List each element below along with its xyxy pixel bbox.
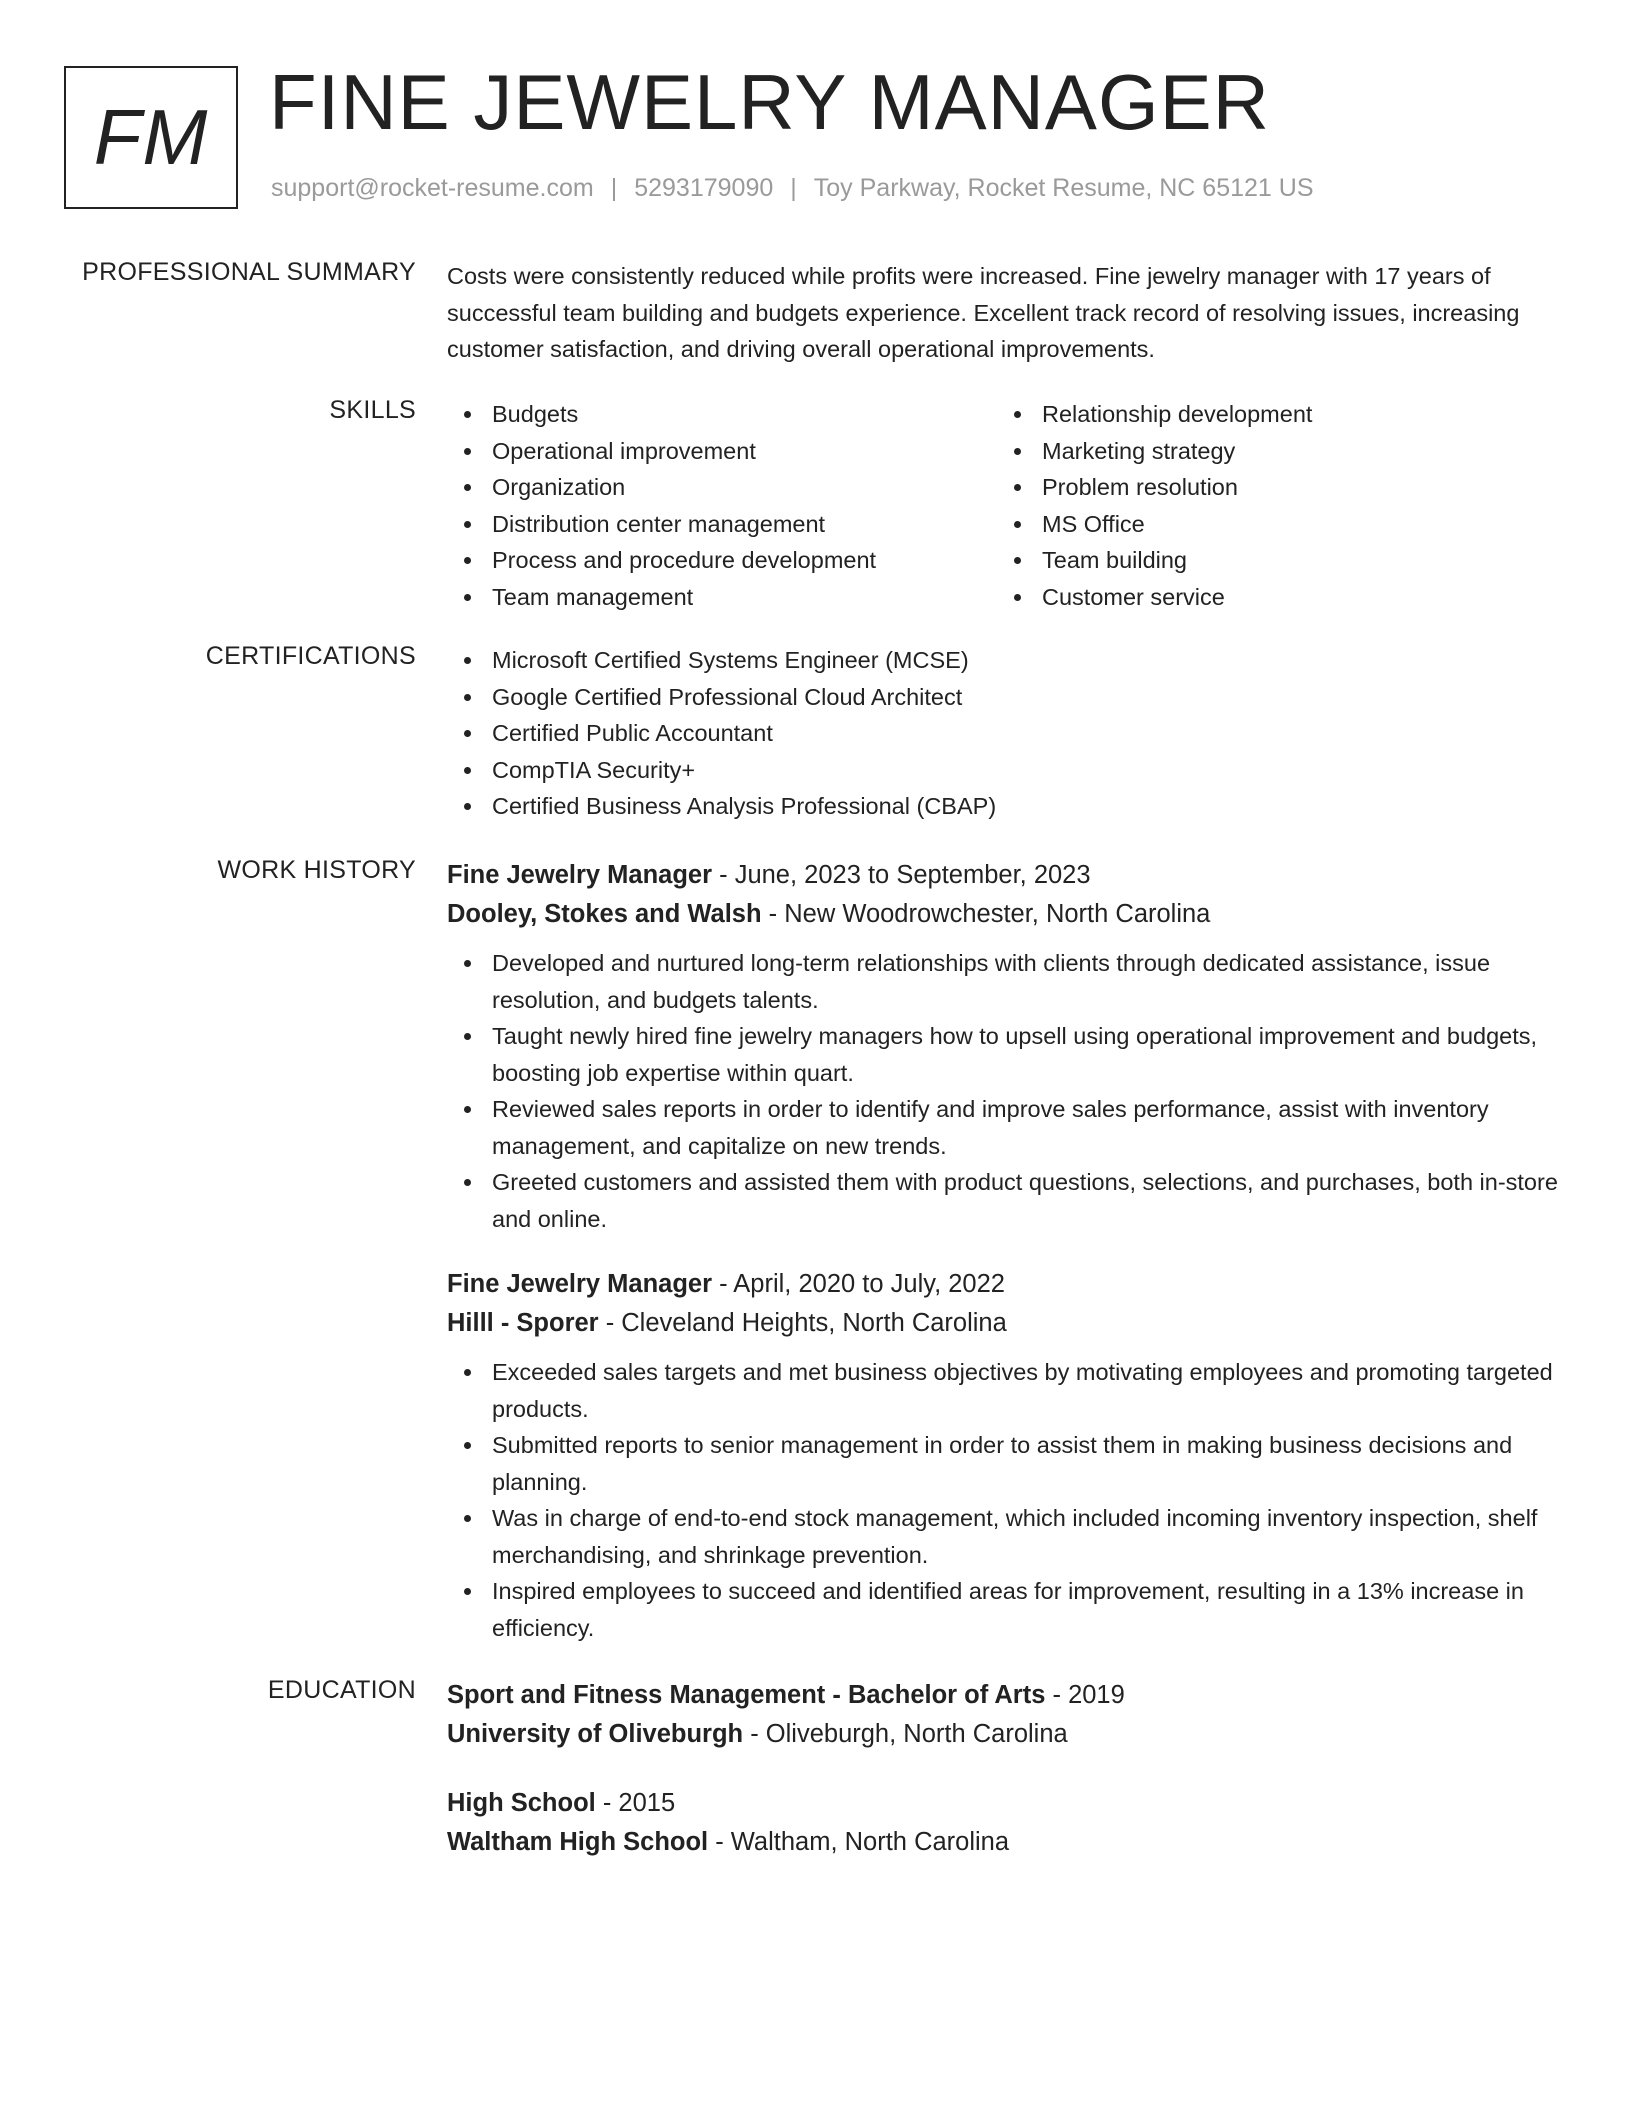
job-company: Dooley, Stokes and Walsh (447, 900, 762, 928)
degree-year: - 2019 (1045, 1681, 1125, 1709)
job-title-line (447, 856, 1567, 895)
skill-item: Problem resolution (997, 469, 1547, 506)
skill-item: Relationship development (997, 396, 1547, 433)
section-title: SKILLS (329, 396, 416, 424)
section-title: PROFESSIONAL SUMMARY (82, 258, 416, 286)
monogram-logo: FM (64, 66, 238, 209)
certification-item: Certified Business Analysis Professional (CBAP) (447, 788, 1567, 825)
school-name: Waltham High School (447, 1828, 709, 1856)
contact-separator: | (790, 174, 797, 202)
section-title: EDUCATION (267, 1676, 416, 1704)
job-bullets (447, 1354, 1567, 1646)
degree-line (447, 1784, 1567, 1823)
skill-item: MS Office (997, 506, 1547, 543)
job-bullet: Greeted customers and assisted them with product questions, selections, and purchases, both in-store and online. (447, 1164, 1567, 1237)
school-line (447, 1823, 1567, 1862)
contact-line (271, 174, 1314, 203)
school-location: - Waltham, North Carolina (708, 1828, 1010, 1856)
skill-item: Team building (997, 542, 1547, 579)
certification-item: Microsoft Certified Systems Engineer (MCSE) (447, 642, 1567, 679)
degree-line (447, 1676, 1567, 1715)
job-company-line (447, 1304, 1567, 1343)
skill-item: Process and procedure development (447, 542, 997, 579)
skills-grid (447, 396, 1567, 615)
job-entry (447, 1265, 1567, 1646)
certification-item: Certified Public Accountant (447, 715, 1567, 752)
job-bullet: Taught newly hired fine jewelry managers how to upsell using operational improvement and budgets, boosting job expertise within quart. (447, 1018, 1567, 1091)
job-dates: - June, 2023 to September, 2023 (712, 861, 1091, 889)
skills-list-right (997, 396, 1547, 615)
job-bullet: Inspired employees to succeed and identified areas for improvement, resulting in a 13% increase in efficiency. (447, 1573, 1567, 1646)
certification-item: CompTIA Security+ (447, 752, 1567, 789)
email-text: support@rocket-resume.com (271, 174, 594, 202)
section-title: CERTIFICATIONS (205, 642, 416, 670)
certifications-list (447, 642, 1567, 825)
certification-item: Google Certified Professional Cloud Architect (447, 679, 1567, 716)
skills-list-left (447, 396, 997, 615)
job-location: - Cleveland Heights, North Carolina (598, 1309, 1007, 1337)
skill-item: Marketing strategy (997, 433, 1547, 470)
phone-text: 5293179090 (634, 174, 774, 202)
education-entry (447, 1784, 1567, 1862)
candidate-name: FINE JEWELRY MANAGER (269, 58, 1270, 146)
degree-year: - 2015 (595, 1789, 676, 1817)
skill-item: Customer service (997, 579, 1547, 616)
summary-text: Costs were consistently reduced while profits were increased. Fine jewelry manager with 17 years of successful team building and budgets experience. Excellent track record of resolving issues, increasing customer satisfaction, and driving overall operational improvements. (447, 263, 1520, 362)
degree-name: High School (447, 1789, 596, 1817)
certifications-body (447, 642, 1567, 825)
job-company-line (447, 895, 1567, 934)
job-title-line (447, 1265, 1567, 1304)
job-role: Fine Jewelry Manager (447, 861, 713, 889)
section-title: WORK HISTORY (217, 856, 416, 884)
job-bullet: Was in charge of end-to-end stock management, which included incoming inventory inspection, shelf merchandising, and shrinkage prevention. (447, 1500, 1567, 1573)
school-line (447, 1715, 1567, 1754)
skill-item: Team management (447, 579, 997, 616)
job-bullet: Submitted reports to senior management in order to assist them in making business decisions and planning. (447, 1427, 1567, 1500)
job-dates: - April, 2020 to July, 2022 (712, 1270, 1005, 1298)
job-bullet: Reviewed sales reports in order to identify and improve sales performance, assist with inventory management, and capitalize on new trends. (447, 1091, 1567, 1164)
job-bullet: Exceeded sales targets and met business objectives by motivating employees and promoting targeted products. (447, 1354, 1567, 1427)
degree-name: Sport and Fitness Management - Bachelor of Arts (447, 1681, 1046, 1709)
job-location: - New Woodrowchester, North Carolina (761, 900, 1211, 928)
job-bullets (447, 945, 1567, 1237)
address-text: Toy Parkway, Rocket Resume, NC 65121 US (813, 174, 1314, 202)
skill-item: Organization (447, 469, 997, 506)
job-entry (447, 856, 1567, 1237)
education-entry (447, 1676, 1567, 1754)
contact-separator: | (610, 174, 618, 202)
school-name: University of Oliveburgh (447, 1720, 744, 1748)
skill-item: Distribution center management (447, 506, 997, 543)
school-location: - Oliveburgh, North Carolina (743, 1720, 1068, 1748)
job-bullet: Developed and nurtured long-term relationships with clients through dedicated assistance, issue resolution, and budgets talents. (447, 945, 1567, 1018)
job-role: Fine Jewelry Manager (447, 1270, 713, 1298)
skill-item: Operational improvement (447, 433, 997, 470)
job-company: Hilll - Sporer (447, 1309, 599, 1337)
skill-item: Budgets (447, 396, 997, 433)
